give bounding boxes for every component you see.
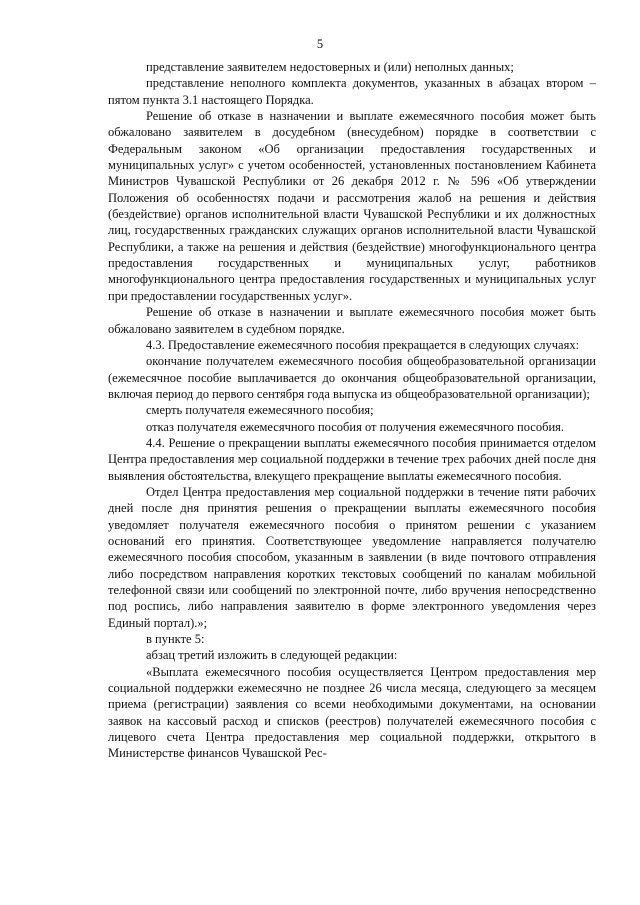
paragraph: 4.4. Решение о прекращении выплаты ежемесячного пособия принимается отделом Центра предоставления мер социальной поддержки в течение трех рабочих дней после дня выявления обстоятельства, влекущего прекращение выплаты ежемесячного пособия. [108, 435, 596, 483]
paragraph: Отдел Центра предоставления мер социальной поддержки в течение пяти рабочих дней после дня принятия решения о прекращении выплаты ежемесячного пособия уведомляет получателя ежемесячного пособия о принятом решении с указанием оснований его принятия. Соответствующее уведомление направляется получателю ежемесячного пособия способом, указанным в заявлении (в виде почтового отправления либо посредством направления коротких текстовых сообщений по каналам мобильной телефонной связи или сообщений по электронной почте, либо вручения непосредственно под роспись, либо направления заявителю в форме электронного уведомления через Единый портал).»; [108, 484, 596, 630]
paragraph: в пункте 5: [146, 632, 205, 647]
paragraph: представление заявителем недостоверных и (или) неполных данных; [146, 60, 514, 74]
paragraph: смерть получателя ежемесячного пособия; [146, 403, 374, 418]
paragraph: «Выплата ежемесячного пособия осуществляется Центром предоставления мер социальной поддержки ежемесячно не позднее 26 числа месяца, следующего за месяцем приема (регистрации) заявления со всеми необходимыми документами, на основании заявок на кассовый расход и списков (реестров) получателей ежемесячного пособия с лицевого счета Центра предоставления мер социальной поддержки, открытого в Министерстве финансов Чувашской Рес- [108, 664, 596, 761]
paragraph: окончание получателем ежемесячного пособия общеобразовательной организации (ежемесячное пособие выплачивается до окончания общеобразовательной организации, включая период до первого сентября года выпуска из общеобразовательной организации); [108, 354, 596, 401]
page-number: 5 [316, 37, 324, 51]
paragraph: отказ получателя ежемесячного пособия от получения ежемесячного пособия. [146, 419, 565, 434]
document-body [108, 59, 596, 762]
paragraph: Решение об отказе в назначении и выплате ежемесячного пособия может быть обжаловано заявителем в судебном порядке. [108, 305, 596, 336]
paragraph: абзац третий изложить в следующей редакции: [146, 648, 398, 663]
paragraph: 4.3. Предоставление ежемесячного пособия прекращается в следующих случаях: [146, 337, 580, 352]
paragraph: представление неполного комплекта документов, указанных в абзацах втором – пятом пункта 3.1 настоящего Порядка. [108, 76, 596, 107]
paragraph: Решение об отказе в назначении и выплате ежемесячного пособия может быть обжаловано заявителем в досудебном (внесудебном) порядке в соответствии с Федеральным законом «Об организации предоставления государственных и муниципальных услуг» с учетом особенностей, установленных постановлением Кабинета Министров Чувашской Республики от 26 декабря 2012 г. № 596 «Об утверждении Положения об особенностях подачи и рассмотрения жалоб на решения и действия (бездействие) органов исполнительной власти Чувашской Республики и их должностных лиц, государственных гражданских служащих органов исполнительной власти Чувашской Республики, а также на решения и действия (бездействие) многофункционального центра предоставления государственных и муниципальных услуг, работников многофункционального центра предоставления государственных и муниципальных услуг при предоставлении государственных услуг». [108, 109, 596, 303]
